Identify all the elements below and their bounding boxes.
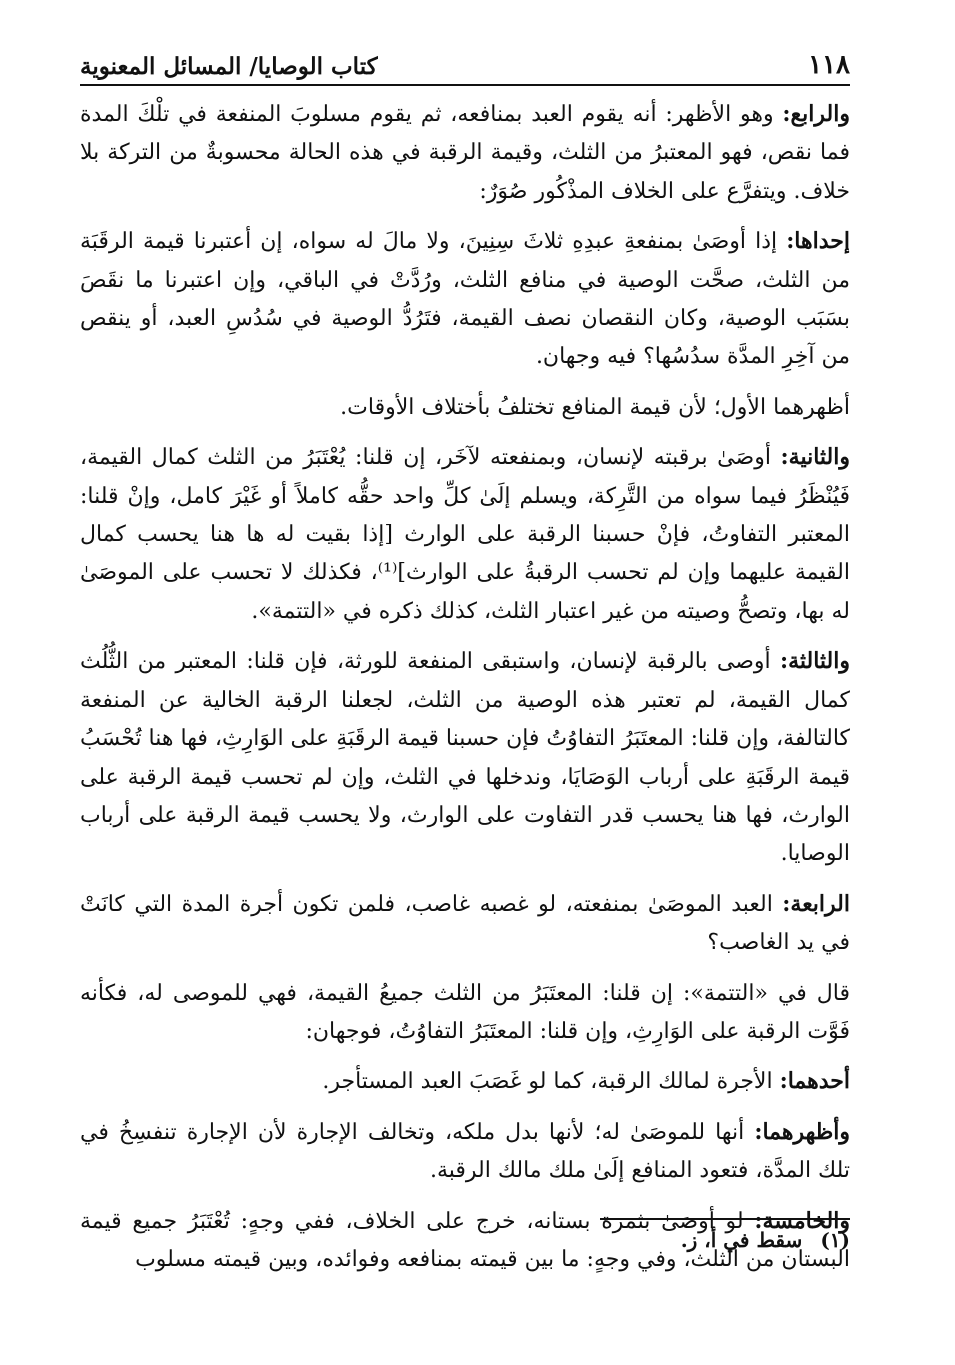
paragraph (80, 222, 850, 377)
paragraph (80, 885, 850, 963)
paragraph-lead: والثانية: (780, 444, 850, 471)
paragraph-text: إذا أوصَىٰ بمنفعةِ عبدِهِ ثلاثَ سِنِينَ، ولا مالَ له سواه، إن أعتبرنا قيمة الرقَبَة من الثلث، صحَّت الوصية في منافع الثلث، ورُدَّتْ في الباقي، وإن اعتبرنا ما نقَصَ بسَبَب الوصية، وكان النقصان نصف القيمة، فتَرُدُّ الوصية في سُدُسِ العبد، أو ينقص من آخِرِ المدَّة سدُسُها؟ فيه وجهان. (80, 229, 851, 370)
header-rule (80, 84, 850, 86)
paragraph-text: لو أوصَىٰ بثمرة بستانه، خرج على الخلاف، ففي وجهٍ: تُعْتَبَرُ جميع قيمة البستان من الثلث، وفي وجهٍ: ما بين قيمته بمنافعه وفوائده، وبين قيمته مسلوب (80, 1208, 850, 1272)
paragraph-lead: والخامسة: (754, 1207, 850, 1234)
paragraph-lead: والثالثة: (779, 648, 850, 675)
paragraph-lead: إحداها: (786, 228, 850, 255)
page-number: ١١٨ (808, 50, 850, 80)
footnote-number: (١) (820, 1228, 850, 1252)
paragraph-text: قال في «التتمة»: إن قلنا: المعتَبَرُ من الثلث جميعُ القيمة، فهي للموصى له، فكأنه فَوَّت الرقبة على الوَارِثِ، وإن قلنا: المعتَبَرُ التفاوُتُ، فوجهان: (80, 980, 850, 1044)
page-header (80, 30, 850, 80)
paragraph-text: وهو الأظهر: أنه يقوم العبد بمنافعه، ثم يقوم مسلوبَ المنفعة في تلْكَ المدة فما نقص، فهو المعتبرُ من الثلث، وقيمة الرقبة في هذه الحالة محسوبةٌ من التركة بلا خلاف. ويتفرَّع على الخلاف المذْكُور صُوَرٌ: (80, 102, 850, 204)
footnote-text: سقط في أ، ز. (680, 1228, 803, 1252)
paragraph-text: الأجرة لمالك الرقبة، كما لو غَصَبَ العبد المستأجر. (322, 1069, 780, 1095)
paragraph-text: أظهرهما الأول؛ لأن قيمة المنافع تختلفُ بأختلاف الأوقات. (340, 394, 850, 420)
paragraph (80, 388, 850, 427)
main-text (80, 95, 850, 1290)
paragraph-text: أوصَىٰ برقبته لإنسان، وبمنفعته لآخَر، إن قلنا: يُعْتَبَرُ من الثلث كمال القيمة، فَيُنْظَرُ فيما سواه من التَّرِكة، ويسلم إلَىٰ كلِّ واحد حقُّه كاملاً أو غَيْرَ كامل، وإنْ قلنا: المعتبر التفاوتُ، فإنْ حسبنا الرقبة على الوارث [إذا بقيت له ها هنا يحسب كمال القيمة عليهما وإن لم تحسب الرقبةُ على الوارث]⁽¹⁾، فكذلك لا تحسب على الموصَىٰ له بها، وتصحُّ وصيته من غير اعتبار الثلث، كذلك ذكره في «التتمة». (80, 445, 850, 624)
paragraph-lead: وأظهرهما: (754, 1118, 850, 1145)
paragraph (80, 1113, 850, 1191)
paragraph (80, 974, 850, 1052)
running-title: كتاب الوصايا/ المسائل المعنوية (80, 53, 378, 80)
paragraph-lead: الرابعة: (782, 890, 850, 917)
paragraph (80, 438, 850, 631)
paragraph-text: أنها للموصَىٰ له؛ لأنها بدل ملكه، وتخالف الإجارة لأن الإجارة تنفسِخُ في تلك المدَّة، فتعود المنافع إلَىٰ ملك مالك الرقبة. (80, 1119, 850, 1184)
paragraph (80, 95, 850, 211)
paragraph (80, 1062, 850, 1101)
paragraph-lead: والرابع: (782, 101, 850, 127)
paragraph-text: العبد الموصَىٰ بمنفعته، لو غصبه غاصب، فلمن تكون أجرة المدة التي كانَتْ في يد الغاصب؟ (80, 891, 850, 956)
footnote-rule (600, 1218, 850, 1220)
paragraph-lead: أحدهما: (779, 1068, 850, 1095)
footnote (80, 1228, 850, 1252)
paragraph (80, 642, 850, 873)
paragraph-text: أوصى بالرقبة لإنسان، واستبقى المنفعة للورثة، فإن قلنا: المعتبر من الثُّلُث كمال القيمة، لم تعتبر هذه الوصية من الثلث، لجعلنا الرقبة الخالية عن المنفعة كالتالفة، وإن قلنا: المعتَبَرُ التفاوُتُ فإن حسبنا قيمة الرقَبَةِ على الوَارِثِ، فها هنا تُحْسَبُ قيمة الرقَبَةِ على أرباب الوَصَايَا، وندخلها في الثلث، وإن لم تحسب قيمة الرقبة على الوارث، فها هنا يحسب قدر التفاوت على الوارث، ولا يحسب قيمة الرقبة على أرباب الوصايا. (80, 649, 850, 867)
